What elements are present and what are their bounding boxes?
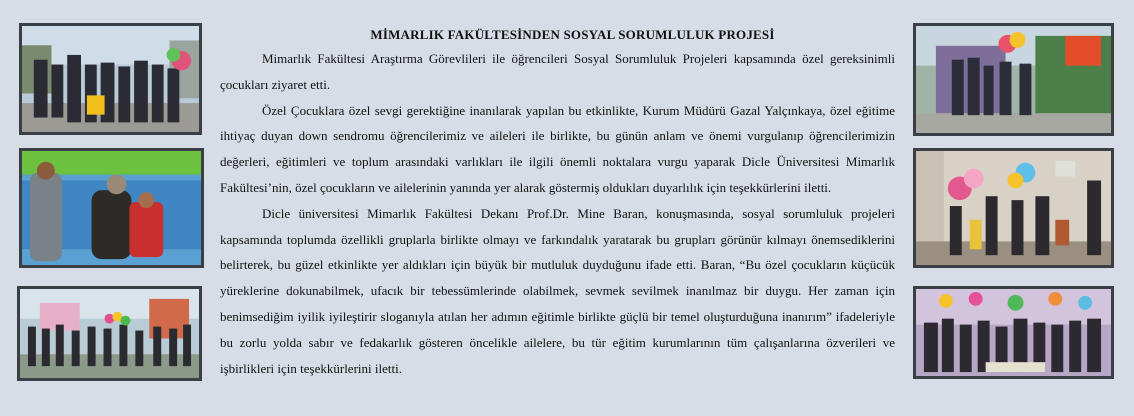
playground-group-photo — [17, 286, 202, 381]
group-outdoor-photo — [19, 23, 202, 135]
article-paragraph: Özel Çocuklara özel sevgi gerektiğine inanılarak yapılan bu etkinlikte, Kurum Müdürü Gazal Yalçınkaya, özel eğitime ihtiyaç duyan down sendromu öğrencilerimiz ve aileleri ile birlikte, bu günün anlam ve önemi vurgulanıp öğrencilerimizin değerleri, eğitimleri ve toplum arasındaki varlıkları ile ilgili önemli noktalara vurgu yaparak Dicle Üniversitesi Mimarlık Fakültesi’nin, özel çocukların ve ailelerinin yanında yer alarak göstermiş oldukları duyarlılık için teşekkürlerini iletti. — [220, 102, 895, 195]
article-paragraph: Mimarlık Fakültesi Araştırma Görevlileri ile öğrencileri Sosyal Sorumluluk Projeleri kapsamında özel gereksinimli çocukları ziyaret etti. — [220, 51, 895, 92]
article-paragraph: Dicle üniversitesi Mimarlık Fakültesi Dekanı Prof.Dr. Mine Baran, konuşmasında, sosyal sorumluluk projeleri kapsamında toplumda özellikli gruplarla birlikte olmayı ve farkındalık yaratarak bu grupları görünür kılmayı önemsediklerini belirterek, bu güzel etkinlikte yer aldıkları için büyük bir mutluluk duyduğunu ifade etti. Baran, “Bu özel çocukların küçücük yüreklerine dokunabilmek, ufacık bir tebessümlerinde olabilmek, sevmek sevilmek inanılmaz bir duygu. Her zaman için benimsediğim iyilik iyileştirir sloganıyla atılan her adımın eğitimle birlikte güçlü bir temel oluşturduğuna inanırım” ifadeleriyle bu zorlu yolda sabır ve fedakarlık gösteren öncelikle ailelere, bu tür eğitim kurumlarının tüm çalışanlarına özverileri ve işbirlikleri için teşekkürlerini iletti. — [220, 205, 895, 376]
balloons-indoor-photo — [913, 148, 1114, 268]
party-group-photo — [913, 286, 1114, 379]
garden-gate-photo — [913, 23, 1114, 136]
article — [220, 27, 895, 381]
families-bench-photo — [19, 148, 204, 268]
article-title: MİMARLIK FAKÜLTESİNDEN SOSYAL SORUMLULUK PROJESİ — [370, 27, 775, 42]
